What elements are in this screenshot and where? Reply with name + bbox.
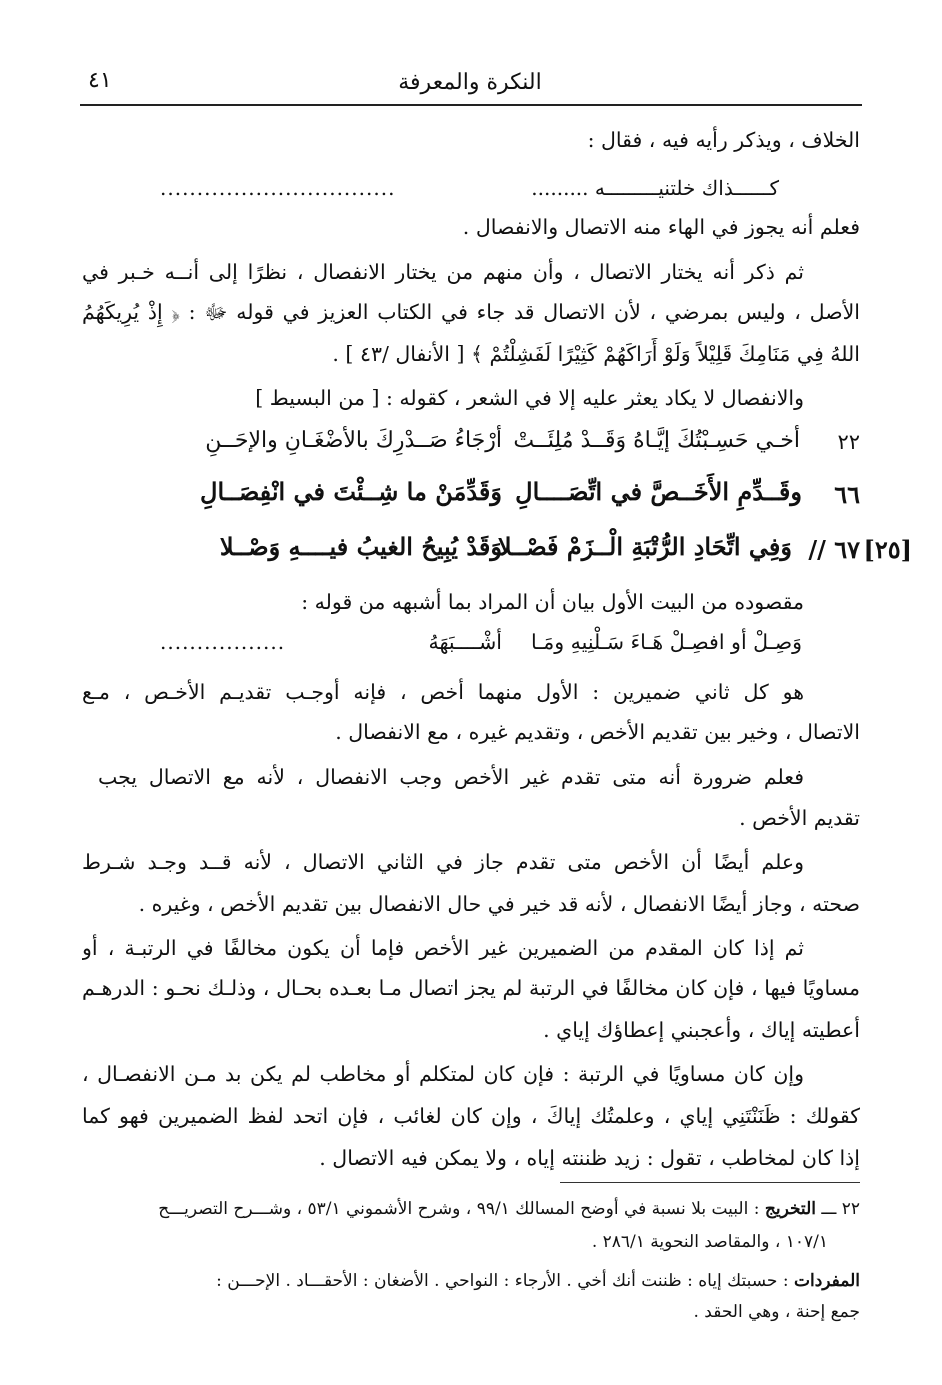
footnote-line: ١٠٧/١ ، والمقاصد النحوية ٢٨٦/١ . (591, 1232, 828, 1252)
text-line: مساويًا فيها ، فإن كان مخالفًا في الرتبة لم يجز اتصال مـا بعـده بحـال ، وذلـك نحـو : الدرهـم (82, 976, 860, 1000)
footnote-label: المفردات (793, 1271, 860, 1291)
footnote-text: : البيت بلا نسبة في أوضح المسالك ٩٩/١ ، وشرح الأشموني ٥٣/١ ، وشـــرح التصريـــح (158, 1199, 760, 1219)
text-line: الأصل ، وليس بمرضي ، لأن الاتصال قد جاء في الكتاب العزيز في قوله ﷻ : ﴿ إِذْ يُرِيكَهُمُ (82, 300, 860, 324)
text-line: مقصوده من البيت الأول بيان أن المراد بما أشبهه من قوله : (301, 590, 804, 614)
footnote-line (82, 1267, 860, 1295)
verse-second-half: أرْجَاءُ صَــدْرِكَ بالأضْغَـانِ والإحَــنِ (205, 428, 502, 453)
footnote-number: ٢٢ ـــ (821, 1199, 860, 1219)
footnote-label: التخريج (764, 1199, 816, 1219)
text-line: أعطيته إياك ، وأعجبني إعطاؤك إياي . (543, 1018, 860, 1042)
text-line: فعلم أنه يجوز في الهاء منه الاتصال والانفصال . (462, 215, 860, 239)
quote-ellipsis: ................. (160, 630, 286, 654)
text-line: ثم إذا كان المقدم من الضميرين غير الأخص فإما أن يكون مخالفًا في الرتبـة ، أو (82, 936, 804, 960)
text-line: هو كل ثاني ضميرين : الأول منهما أخص ، فإنه أوجـب تقديـم الأخـص ، مـع (82, 680, 804, 704)
footnote-line (82, 1195, 860, 1223)
verse-number: ٢٢ (837, 430, 860, 454)
verse-first-half: وقَــدِّمِ الأَخَــصَّ في اتِّصَــــالِ (515, 477, 802, 506)
quote-first-half: وَصِـلْ أو افصِـلْ هَـاءَ سَـلْنِيهِ ومَـا (531, 630, 802, 654)
text-line: اللهُ فِي مَنَامِكَ قَلِيْلاً وَلَوْ أَرَاكَهُمْ كَثِيْرًا لَفَشِلْتُمْ ﴾ [ الأنفال /٤٣ ] . (332, 342, 860, 366)
quote-line: كــــــذاك خلتنيـــــــــه ......... (531, 176, 779, 200)
text-line: تقديم الأخص . (739, 806, 860, 830)
verse-first-half: أخـي حَسِـبْتُكَ إيَّـاهُ وَقَــدْ مُلِئَــتْ (513, 428, 800, 453)
verse-number: ٦٦ (834, 480, 860, 509)
text-line: إذا كان لمخاطب ، تقول : زيد ظننته إياه ، ولا يمكن فيه الاتصال . (319, 1146, 860, 1170)
verse-number: ٦٧ // (808, 535, 860, 564)
verse-second-half: وَقَدْ يُبِيحُ الغيبُ فيــــهِ وَصْــلا (219, 532, 502, 561)
text-line: صحته ، وجاز أيضًا الانفصال ، لأنه قد خير في حال الانفصال بين تقديم الأخص ، وغيره . (138, 892, 860, 916)
text-line: الاتصال ، وخير بين تقديم الأخص ، وتقديم غيره ، مع الانفصال . (335, 720, 860, 744)
header-divider (80, 104, 862, 106)
quote-ellipsis: ................................ (160, 176, 396, 200)
quote-second-half: أشْــــبَهَهُ (428, 630, 502, 654)
text-line: والانفصال لا يكاد يعثر عليه إلا في الشعر ، كقوله : [ من البسيط ] (255, 386, 804, 410)
text-line: فعلم ضرورة أنه متى تقدم غير الأخص وجب الانفصال ، لأنه مع الاتصال يجب (98, 765, 804, 789)
footnote-line: جمع إحنة ، وهي الحقد . (693, 1302, 860, 1322)
text-line: كقولك : ظَنَنْتَنِي إياي ، وعلمتُك إياكَ ، وإن كان لغائب ، فإن اتحد لفظ الضميرين فهو كما (82, 1104, 860, 1128)
page-number: ٤١ (88, 68, 112, 93)
footnote-divider (560, 1182, 860, 1183)
manuscript-marker: [٢٥] (863, 535, 912, 564)
text-line: وإن كان مساويًا في الرتبة : فإن كان لمتكلم أو مخاطب لم يكن بد مـن الانفصـال ، (82, 1062, 804, 1086)
text-line: ثم ذكر أنه يختار الاتصال ، وأن منهم من يختار الانفصال ، نظرًا إلى أنــه خـبر في (82, 260, 804, 284)
footnote-text: : حسبتك إياه : ظننت أنك أخي . الأرجاء : النواحي . الأضغان : الأحقـــاد . الإحـــن : (216, 1271, 789, 1291)
text-line: وعلم أيضًا أن الأخص متى تقدم جاز في الثاني الاتصال ، لأنه قــد وجـد شـرط (82, 850, 804, 874)
text-line: الخلاف ، ويذكر رأيه فيه ، فقال : (587, 128, 860, 152)
verse-first-half: وَفِي اتِّحَادِ الرُّتْبَةِ الْــزَمْ فَصْــلا (497, 532, 792, 561)
verse-second-half: وَقَدِّمَنْ ما شِــئْتَ في انْفِصَــالِ (200, 477, 502, 506)
running-header-title: النكرة والمعرفة (398, 70, 542, 95)
